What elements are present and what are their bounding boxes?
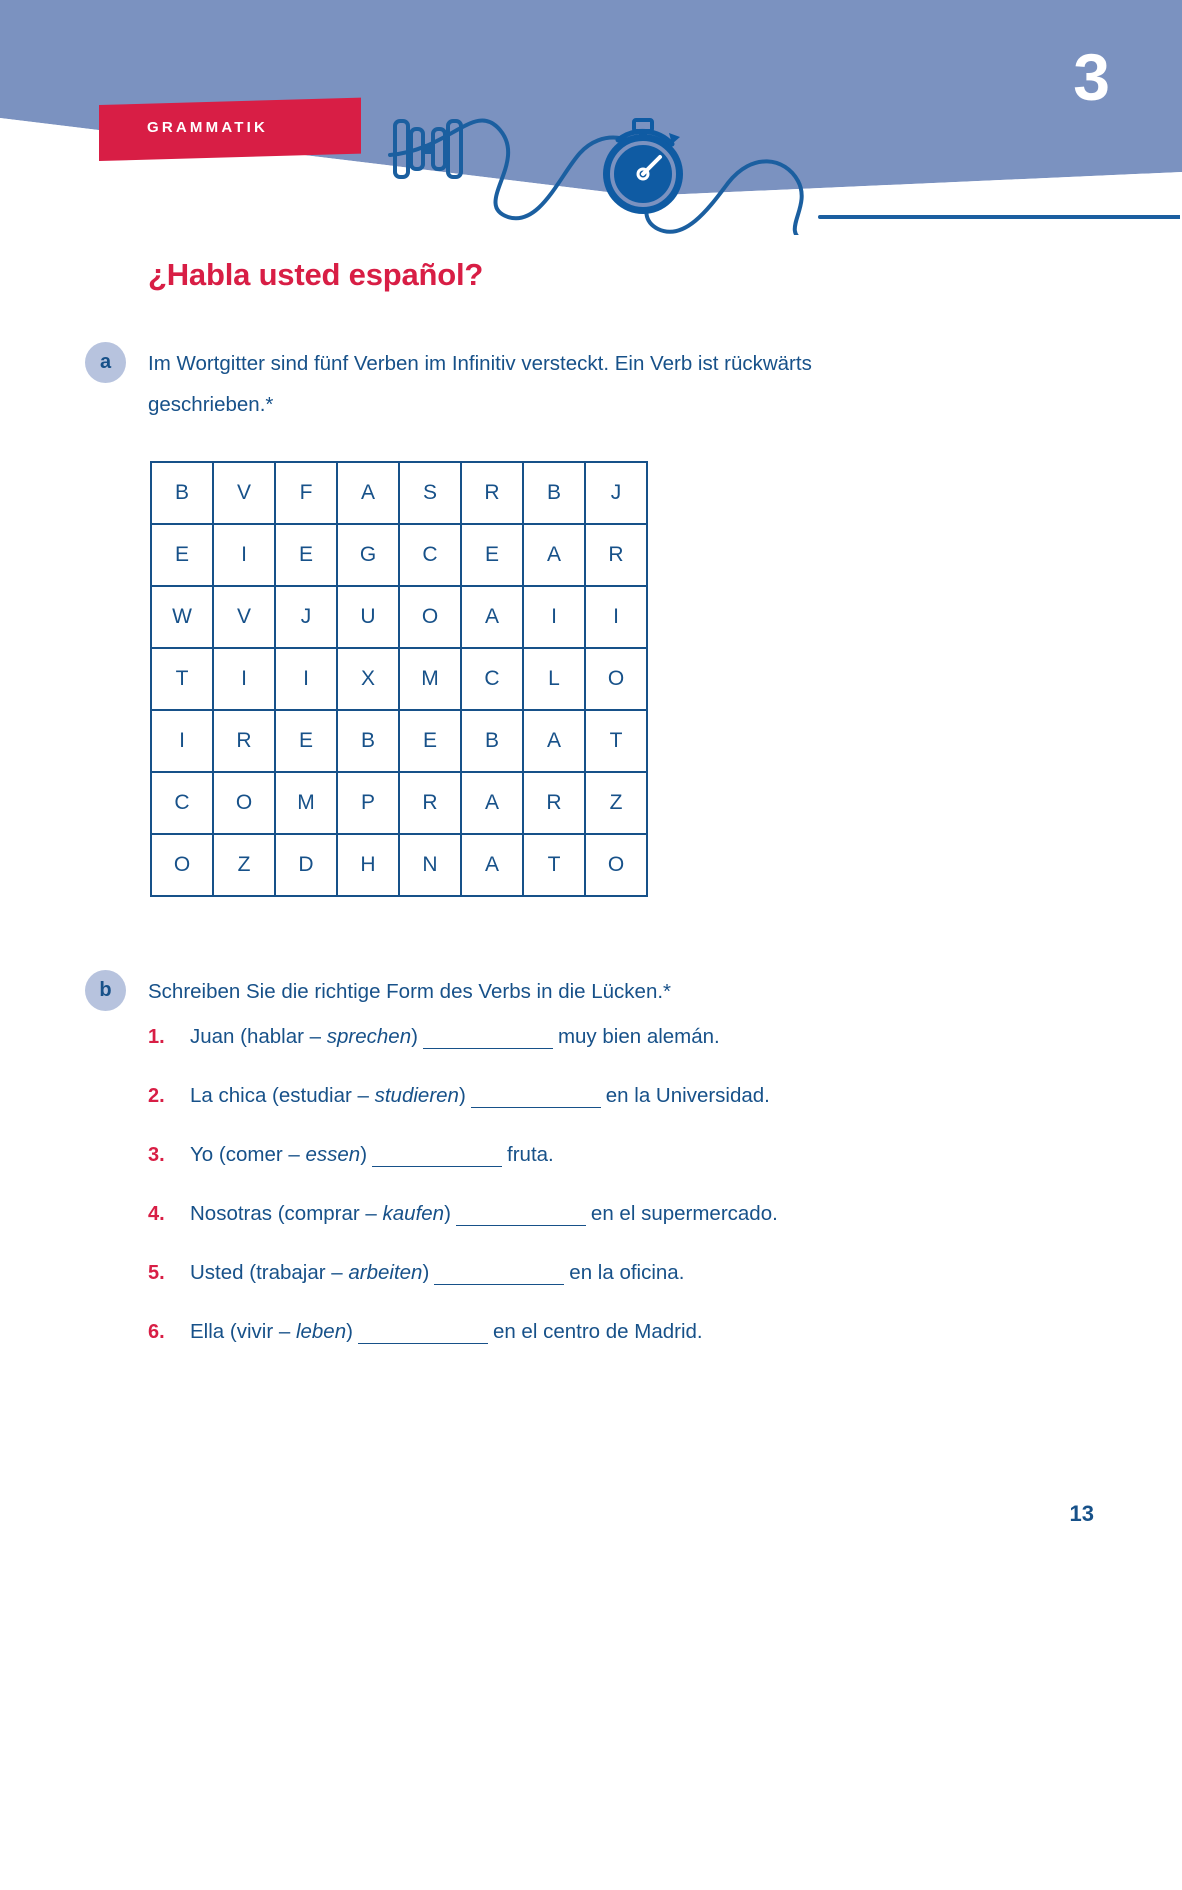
word-search-grid[interactable] bbox=[150, 461, 648, 897]
word-grid-cell[interactable]: M bbox=[399, 648, 461, 710]
dumbbell-icon bbox=[385, 115, 471, 183]
task-a-marker: a bbox=[85, 342, 126, 383]
word-grid-cell[interactable]: R bbox=[523, 772, 585, 834]
word-grid-cell[interactable]: I bbox=[213, 648, 275, 710]
sentence-prefix: Usted (trabajar – bbox=[190, 1261, 349, 1284]
answer-blank[interactable] bbox=[471, 1089, 601, 1108]
squiggle-line bbox=[380, 95, 1180, 235]
word-grid-row bbox=[151, 524, 647, 586]
sentence-text bbox=[190, 1320, 703, 1343]
word-grid-cell[interactable]: L bbox=[523, 648, 585, 710]
word-grid-row bbox=[151, 772, 647, 834]
word-grid-cell[interactable]: I bbox=[585, 586, 647, 648]
word-grid-cell[interactable]: A bbox=[523, 524, 585, 586]
word-grid-cell[interactable]: O bbox=[399, 586, 461, 648]
sentence-paren-close: ) bbox=[444, 1202, 451, 1225]
word-grid-cell[interactable]: V bbox=[213, 586, 275, 648]
sentence-suffix: en el supermercado. bbox=[590, 1202, 778, 1225]
sentence-number: 3. bbox=[148, 1144, 165, 1166]
word-grid-cell[interactable]: G bbox=[337, 524, 399, 586]
sentence-paren-close: ) bbox=[360, 1143, 368, 1166]
sentence-suffix: en el centro de Madrid. bbox=[492, 1320, 703, 1343]
word-grid-row bbox=[151, 710, 647, 772]
page-title: ¿Habla usted español? bbox=[148, 257, 484, 292]
word-grid-cell[interactable]: T bbox=[585, 710, 647, 772]
word-grid-cell[interactable]: O bbox=[585, 834, 647, 896]
sentence-number: 6. bbox=[148, 1321, 165, 1343]
word-grid-cell[interactable]: A bbox=[461, 586, 523, 648]
word-search-grid-body bbox=[151, 462, 647, 896]
word-grid-row bbox=[151, 462, 647, 524]
word-grid-cell[interactable]: D bbox=[275, 834, 337, 896]
sentence-paren-close: ) bbox=[458, 1084, 466, 1107]
sentence-number: 4. bbox=[148, 1203, 165, 1225]
sentence-item bbox=[148, 1143, 1108, 1202]
word-grid-cell[interactable]: I bbox=[213, 524, 275, 586]
sentence-number: 2. bbox=[148, 1085, 165, 1107]
word-grid-cell[interactable]: P bbox=[337, 772, 399, 834]
word-grid-cell[interactable]: E bbox=[275, 524, 337, 586]
german-verb: essen bbox=[305, 1143, 361, 1166]
section-badge bbox=[99, 98, 361, 161]
word-grid-cell[interactable]: S bbox=[399, 462, 461, 524]
word-grid-cell[interactable]: B bbox=[523, 462, 585, 524]
word-grid-cell[interactable]: T bbox=[151, 648, 213, 710]
german-verb: arbeiten bbox=[348, 1261, 423, 1284]
word-grid-cell[interactable]: A bbox=[337, 462, 399, 524]
word-grid-cell[interactable]: O bbox=[213, 772, 275, 834]
word-grid-row bbox=[151, 586, 647, 648]
sentence-suffix: fruta. bbox=[507, 1143, 554, 1166]
german-verb: studieren bbox=[374, 1084, 459, 1107]
sentence-text bbox=[190, 1143, 554, 1166]
word-grid-cell[interactable]: C bbox=[151, 772, 213, 834]
sentence-item bbox=[148, 1084, 1108, 1143]
task-b-marker: b bbox=[85, 970, 126, 1011]
sentence-text bbox=[190, 1084, 770, 1107]
word-grid-cell[interactable]: A bbox=[461, 834, 523, 896]
sentence-number: 1. bbox=[148, 1026, 165, 1048]
word-grid-cell[interactable]: B bbox=[461, 710, 523, 772]
sentence-item bbox=[148, 1320, 1108, 1379]
sentence-item bbox=[148, 1025, 1108, 1084]
word-grid-cell[interactable]: H bbox=[337, 834, 399, 896]
word-grid-cell[interactable]: E bbox=[399, 710, 461, 772]
sentence-item bbox=[148, 1261, 1108, 1320]
word-grid-cell[interactable]: B bbox=[151, 462, 213, 524]
sentence-prefix: Ella (vivir – bbox=[190, 1320, 296, 1343]
word-grid-cell[interactable]: O bbox=[585, 648, 647, 710]
task-a-instruction: Im Wortgitter sind fünf Verben im Infinitiv versteckt. Ein Verb ist rückwärts geschrieben.* bbox=[148, 352, 812, 416]
word-grid-cell[interactable]: E bbox=[151, 524, 213, 586]
sentence-text bbox=[190, 1202, 778, 1225]
word-grid-cell[interactable]: R bbox=[213, 710, 275, 772]
sentence-prefix: La chica (estudiar – bbox=[190, 1084, 375, 1107]
word-grid-cell[interactable]: R bbox=[461, 462, 523, 524]
sentence-suffix: muy bien alemán. bbox=[557, 1025, 720, 1048]
word-grid-cell[interactable]: U bbox=[337, 586, 399, 648]
word-grid-cell[interactable]: I bbox=[151, 710, 213, 772]
word-grid-cell[interactable]: V bbox=[213, 462, 275, 524]
german-verb: sprechen bbox=[326, 1025, 412, 1048]
answer-blank[interactable] bbox=[358, 1325, 488, 1344]
word-grid-cell[interactable]: J bbox=[585, 462, 647, 524]
word-grid-cell[interactable]: I bbox=[523, 586, 585, 648]
task-b-instruction: Schreiben Sie die richtige Form des Verbs in die Lücken.* bbox=[148, 980, 672, 1003]
word-grid-cell[interactable]: W bbox=[151, 586, 213, 648]
word-grid-row bbox=[151, 834, 647, 896]
sentence-text bbox=[190, 1261, 684, 1284]
word-grid-cell[interactable]: E bbox=[461, 524, 523, 586]
word-grid-cell[interactable]: C bbox=[461, 648, 523, 710]
sentence-item bbox=[148, 1202, 1108, 1261]
word-grid-cell[interactable]: E bbox=[275, 710, 337, 772]
word-grid-cell[interactable]: T bbox=[523, 834, 585, 896]
word-grid-cell[interactable]: N bbox=[399, 834, 461, 896]
sentence-prefix: Yo (comer – bbox=[190, 1143, 306, 1166]
word-grid-cell[interactable]: J bbox=[275, 586, 337, 648]
sentence-suffix: en la oficina. bbox=[569, 1261, 685, 1284]
answer-blank[interactable] bbox=[372, 1148, 502, 1167]
chapter-number: 3 bbox=[1073, 40, 1110, 114]
word-grid-cell[interactable]: A bbox=[523, 710, 585, 772]
stopwatch-icon bbox=[588, 104, 698, 216]
word-grid-cell[interactable]: O bbox=[151, 834, 213, 896]
page-header bbox=[0, 0, 1182, 235]
word-grid-cell[interactable]: M bbox=[275, 772, 337, 834]
word-grid-cell[interactable]: X bbox=[337, 648, 399, 710]
sentence-suffix: en la Universidad. bbox=[605, 1084, 770, 1107]
german-verb: kaufen bbox=[382, 1202, 445, 1225]
word-grid-cell[interactable]: Z bbox=[585, 772, 647, 834]
section-badge-label: GRAMMATIK bbox=[147, 118, 269, 136]
word-grid-cell[interactable]: A bbox=[461, 772, 523, 834]
word-grid-cell[interactable]: Z bbox=[213, 834, 275, 896]
answer-blank[interactable] bbox=[434, 1266, 564, 1285]
sentence-paren-close: ) bbox=[422, 1261, 430, 1284]
sentence-prefix: Nosotras (comprar – bbox=[190, 1202, 383, 1225]
sentence-text bbox=[190, 1025, 720, 1048]
sentence-paren-close: ) bbox=[346, 1320, 353, 1343]
word-grid-cell[interactable]: R bbox=[585, 524, 647, 586]
word-grid-row bbox=[151, 648, 647, 710]
sentence-prefix: Juan (hablar – bbox=[190, 1025, 327, 1048]
sentence-number: 5. bbox=[148, 1262, 165, 1284]
word-grid-cell[interactable]: R bbox=[399, 772, 461, 834]
word-grid-cell[interactable]: F bbox=[275, 462, 337, 524]
sentence-paren-close: ) bbox=[411, 1025, 418, 1048]
page-number: 13 bbox=[1069, 1501, 1094, 1526]
german-verb: leben bbox=[295, 1320, 347, 1343]
word-grid-cell[interactable]: B bbox=[337, 710, 399, 772]
word-grid-cell[interactable]: C bbox=[399, 524, 461, 586]
word-grid-cell[interactable]: I bbox=[275, 648, 337, 710]
answer-blank[interactable] bbox=[423, 1030, 553, 1049]
sentence-list bbox=[148, 1025, 1108, 1379]
answer-blank[interactable] bbox=[456, 1207, 586, 1226]
